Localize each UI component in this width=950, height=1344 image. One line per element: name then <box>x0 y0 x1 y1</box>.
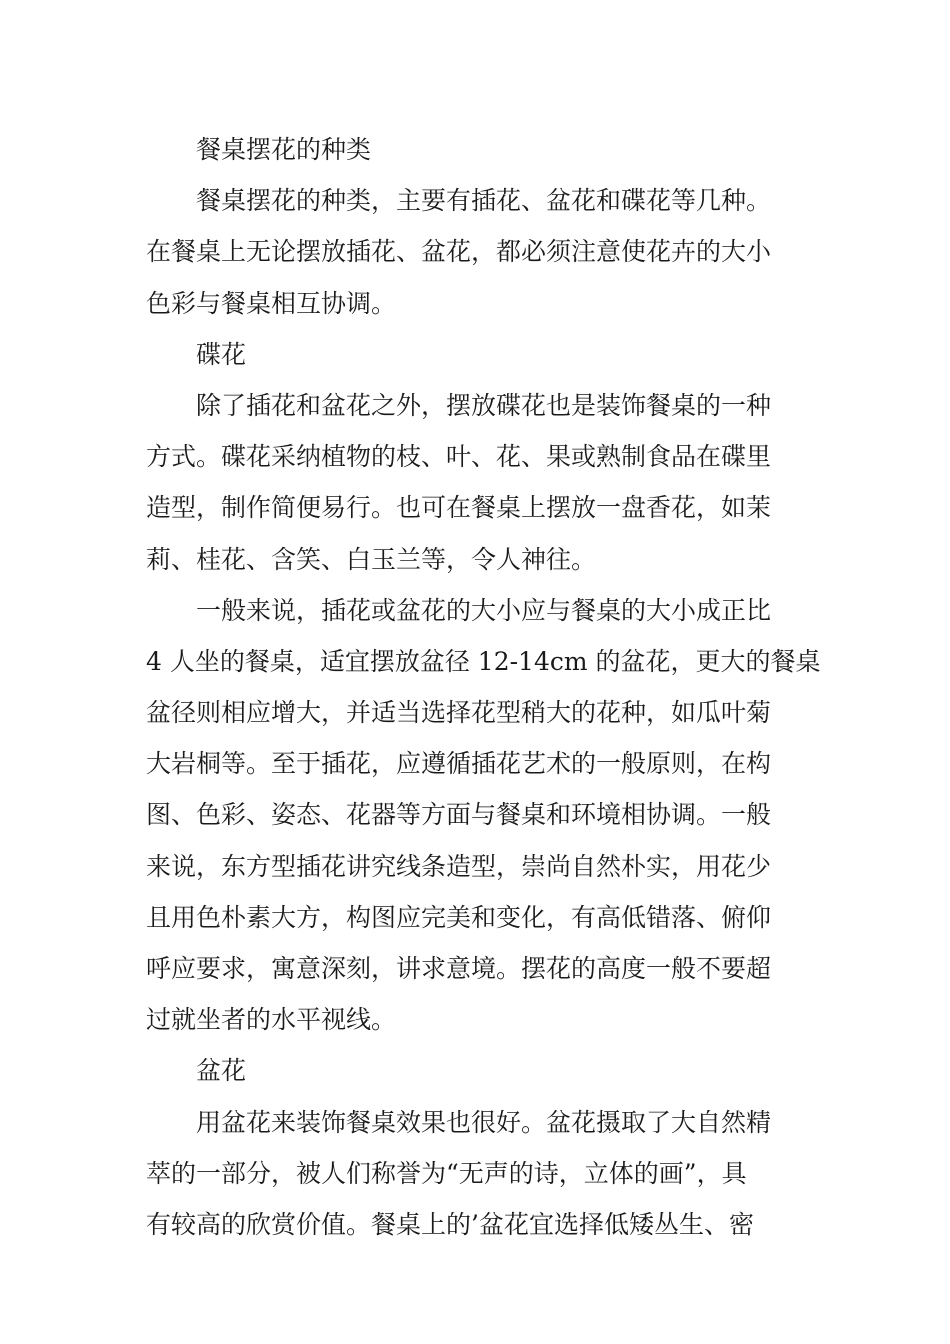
text-line: 方式。碟花采纳植物的枝、叶、花、果或熟制食品在碟里 <box>146 442 772 472</box>
document-body <box>146 124 821 1250</box>
text-line: 在餐桌上无论摆放插花、盆花，都必须注意使花卉的大小 <box>146 237 772 267</box>
text-line: 大岩桐等。至于插花，应遵循插花艺术的一般原则，在构 <box>146 749 772 779</box>
text-line: 图、色彩、姿态、花器等方面与餐桌和环境相协调。一般 <box>146 800 772 830</box>
text-line: 呼应要求，寓意深刻，讲求意境。摆花的高度一般不要超 <box>146 954 772 983</box>
paragraph-start-line: 除了插花和盆花之外，摆放碟花也是装饰餐桌的一种 <box>196 390 772 420</box>
text-line: 4 人坐的餐桌，适宜摆放盆径 12-14cm 的盆花，更大的餐桌 <box>146 646 821 676</box>
text-line: 造型，制作简便易行。也可在餐桌上摆放一盘香花，如茉 <box>146 493 772 523</box>
text-line: 且用色朴素大方，构图应完美和变化，有高低错落、俯仰 <box>146 902 772 932</box>
paragraph-start-line: 碟花 <box>196 339 247 369</box>
text-line: 来说，东方型插花讲究线条造型，崇尚自然朴实，用花少 <box>146 851 772 881</box>
text-line: 过就坐者的水平视线。 <box>146 1005 397 1035</box>
paragraph-start-line: 餐桌摆花的种类 <box>196 135 372 164</box>
text-line: 色彩与餐桌相互协调。 <box>146 288 397 318</box>
text-line: 萃的一部分，被人们称誉为“无声的诗，立体的画”，具 <box>146 1158 747 1188</box>
paragraph-start-line: 一般来说，插花或盆花的大小应与餐桌的大小成正比 <box>196 595 772 625</box>
paragraph-start-line: 餐桌摆花的种类，主要有插花、盆花和碟花等几种。 <box>196 186 772 216</box>
text-line: 有较高的欣赏价值。餐桌上的’盆花宜选择低矮丛生、密 <box>146 1209 754 1239</box>
text-line: 盆径则相应增大，并适当选择花型稍大的花种，如瓜叶菊 <box>146 698 772 728</box>
paragraph-start-line: 用盆花来装饰餐桌效果也很好。盆花摄取了大自然精 <box>196 1107 772 1137</box>
text-line: 莉、桂花、含笑、白玉兰等，令人神往。 <box>146 544 597 574</box>
paragraph-start-line: 盆花 <box>196 1056 247 1086</box>
